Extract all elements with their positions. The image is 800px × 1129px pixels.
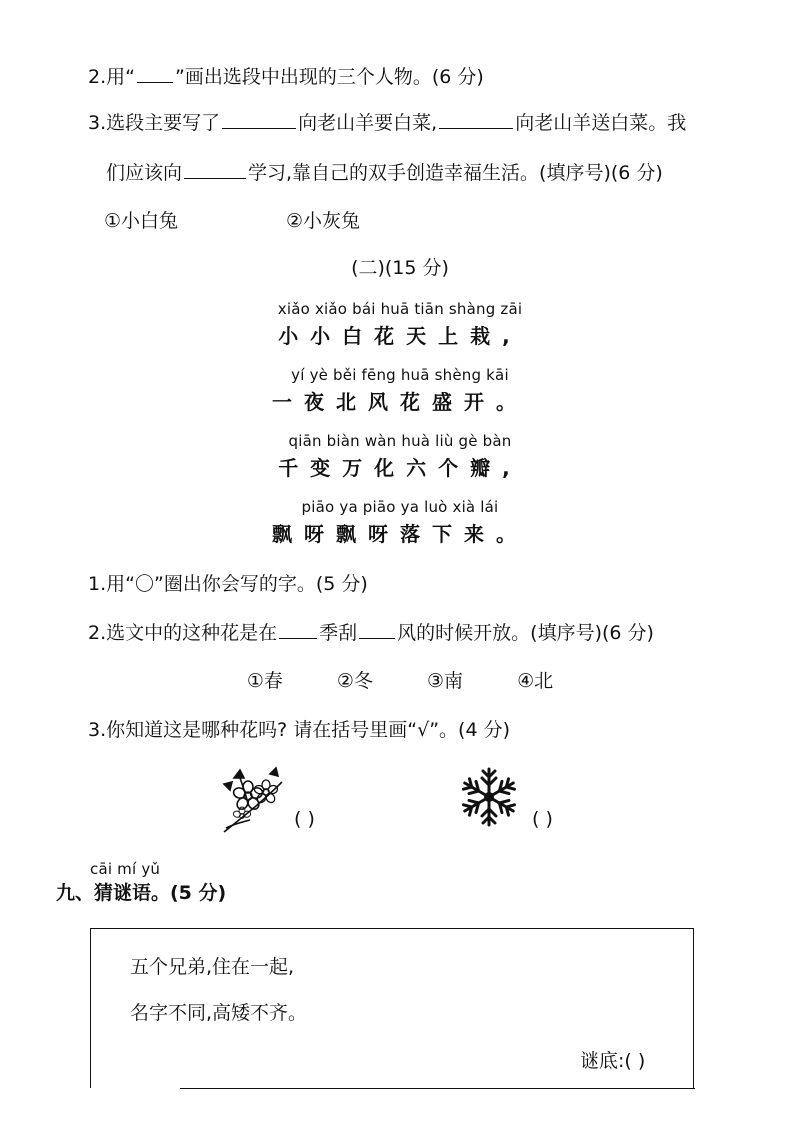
q3-text-d: 们应该向 [106, 162, 183, 184]
q2-text-post: ”画出选段中出现的三个人物。(6 分) [174, 66, 484, 88]
poem-pinyin-2: yí yè běi fēng huā shèng kāi [291, 366, 509, 384]
question-3-line2 [106, 158, 663, 185]
poem-line-4: 飘呀飘呀落下来。 [272, 522, 528, 546]
s2q2-options [0, 666, 800, 693]
answer-paren-plum[interactable]: ( ) [294, 808, 315, 830]
option-spring: ①春 [246, 670, 283, 692]
s2-question-1: 1.用“〇”圈出你会写的字。(5 分) [88, 573, 368, 595]
section-2-title: (二)(15 分) [351, 257, 449, 279]
question-2-underline [88, 62, 484, 89]
question-3-line1 [88, 108, 686, 135]
q3-blank-2[interactable] [439, 127, 513, 129]
riddle-answer[interactable]: 谜底:( ) [580, 1050, 646, 1072]
q2-blank[interactable] [137, 81, 173, 83]
q3-text-a: 3.选段主要写了 [88, 112, 221, 134]
poem-line-1: 小小白花天上栽, [278, 324, 522, 348]
q3-blank-1[interactable] [222, 127, 296, 129]
snowflake-icon [456, 764, 522, 830]
riddle-line-1: 五个兄弟,住在一起, [130, 956, 295, 978]
poem-pinyin-1: xiǎo xiǎo bái huā tiān shàng zāi [277, 300, 523, 318]
q3-text-e: 学习,靠自己的双手创造幸福生活。(填序号)(6 分) [248, 162, 663, 184]
s2q2-blank-season[interactable] [279, 637, 317, 639]
poem-pinyin-3: qiān biàn wàn huà liù gè bàn [288, 432, 512, 450]
option-winter: ②冬 [336, 670, 373, 692]
s2-question-2 [88, 618, 654, 645]
poem-line-3: 千变万化六个瓣, [278, 456, 522, 480]
s2q2-text-b: 季刮 [319, 622, 358, 644]
q3-text-b: 向老山羊要白菜, [298, 112, 438, 134]
s2q2-text-c: 风的时候开放。(填序号)(6 分) [397, 622, 654, 644]
q2-text-pre: 2.用“ [88, 66, 135, 88]
riddle-line-2: 名字不同,高矮不齐。 [130, 1002, 308, 1024]
s2q2-text-a: 2.选文中的这种花是在 [88, 622, 278, 644]
section-9-pinyin: cāi mí yǔ [90, 860, 161, 878]
s2-question-3: 3.你知道这是哪种花吗? 请在括号里画“√”。(4 分) [88, 719, 510, 741]
answer-paren-snowflake[interactable]: ( ) [532, 808, 553, 830]
q3-text-c: 向老山羊送白菜。我 [515, 112, 687, 134]
s2q2-blank-wind[interactable] [359, 637, 395, 639]
riddle-box-bottom-line [180, 1088, 695, 1089]
poem-line-2: 一夜北风花盛开。 [272, 390, 528, 414]
option-rabbit-gray: ②小灰兔 [286, 210, 361, 232]
section-9-title: 九、猜谜语。(5 分) [56, 882, 227, 904]
option-rabbit-white: ①小白兔 [104, 210, 179, 232]
option-north: ④北 [517, 670, 554, 692]
option-south: ③南 [427, 670, 464, 692]
plum-blossom-icon [220, 764, 290, 836]
q3-blank-3[interactable] [184, 177, 246, 179]
poem-pinyin-4: piāo ya piāo ya luò xià lái [301, 498, 499, 516]
